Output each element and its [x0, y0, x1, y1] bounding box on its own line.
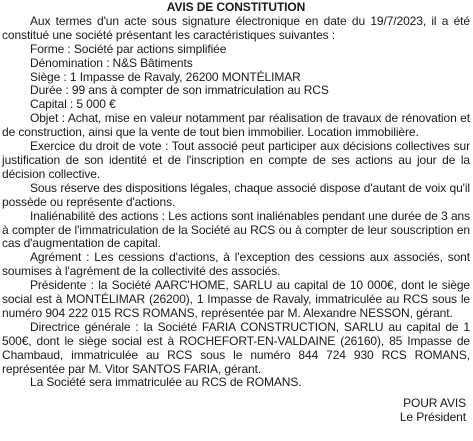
paragraph-immatriculation: La Société sera immatriculée au RCS de ROMANS. — [30, 375, 302, 390]
signature-pour-avis: POUR AVIS — [403, 396, 466, 411]
field-duree: Durée : 99 ans à compter de son immatriculation au RCS — [30, 83, 329, 98]
field-capital: Capital : 5 000 € — [30, 97, 116, 112]
paragraph-agrement: Agrément : Les cessions d'actions, à l'exception des cessions aux associés, sont soumises à l'agrément de la collectivité des associés. — [2, 250, 470, 279]
notice-title: AVIS DE CONSTITUTION — [166, 0, 306, 14]
paragraph-directrice: Directrice générale : la Société FARIA CONSTRUCTION, SARLU au capital de 1 500€, dont le siège social est à ROCHEFORT-EN-VALDAINE (26160), 85 Impasse de Chambaud, immatriculée au RCS sous le numéro 844 724 930 RCS ROMANS, représentée par M. Vitor SANTOS FARIA, gérant. — [2, 319, 470, 376]
paragraph-inalienabilite: Inaliénabilité des actions : Les actions sont inaliénables pendant une durée de 3 ans à compter de l'immatriculation de la Société au RCS ou à compter de leur souscription en cas d'augmentation de capital. — [2, 208, 470, 251]
field-forme: Forme : Société par actions simplifiée — [30, 41, 227, 56]
field-siege: Siège : 1 Impasse de Ravaly, 26200 MONTÉLIMAR — [30, 69, 301, 84]
field-denomination: Dénomination : N&S Bâtiments — [30, 55, 193, 70]
intro-paragraph: Aux termes d'un acte sous signature électronique en date du 19/7/2023, il a été constitué une société présentant les caractéristiques suivantes : — [2, 13, 470, 42]
paragraph-dispositions: Sous réserve des dispositions légales, chaque associé dispose d'autant de voix qu'il possède ou représente d'actions. — [2, 180, 470, 209]
paragraph-presidente: Présidente : la Société AARC'HOME, SARLU au capital de 10 000€, dont le siège social est à MONTÉLIMAR (26200), 1 Impasse de Ravaly, immatriculée au RCS sous le numéro 904 222 015 RCS ROMANS, représentée par M. Alexandre NESSON, gérant. — [2, 278, 470, 320]
paragraph-droit-de-vote: Exercice du droit de vote : Tout associé peut participer aux décisions collectives sur justification de son identité et de l'inscription en compte de ses actions au jour de la décision collective. — [2, 139, 470, 181]
signature-president: Le Président — [399, 410, 466, 425]
field-objet: Objet : Achat, mise en valeur notamment par réalisation de travaux de rénovation et de construction, ainsi que la vente de tout bien immobilier. Location immobilière. — [2, 111, 470, 140]
